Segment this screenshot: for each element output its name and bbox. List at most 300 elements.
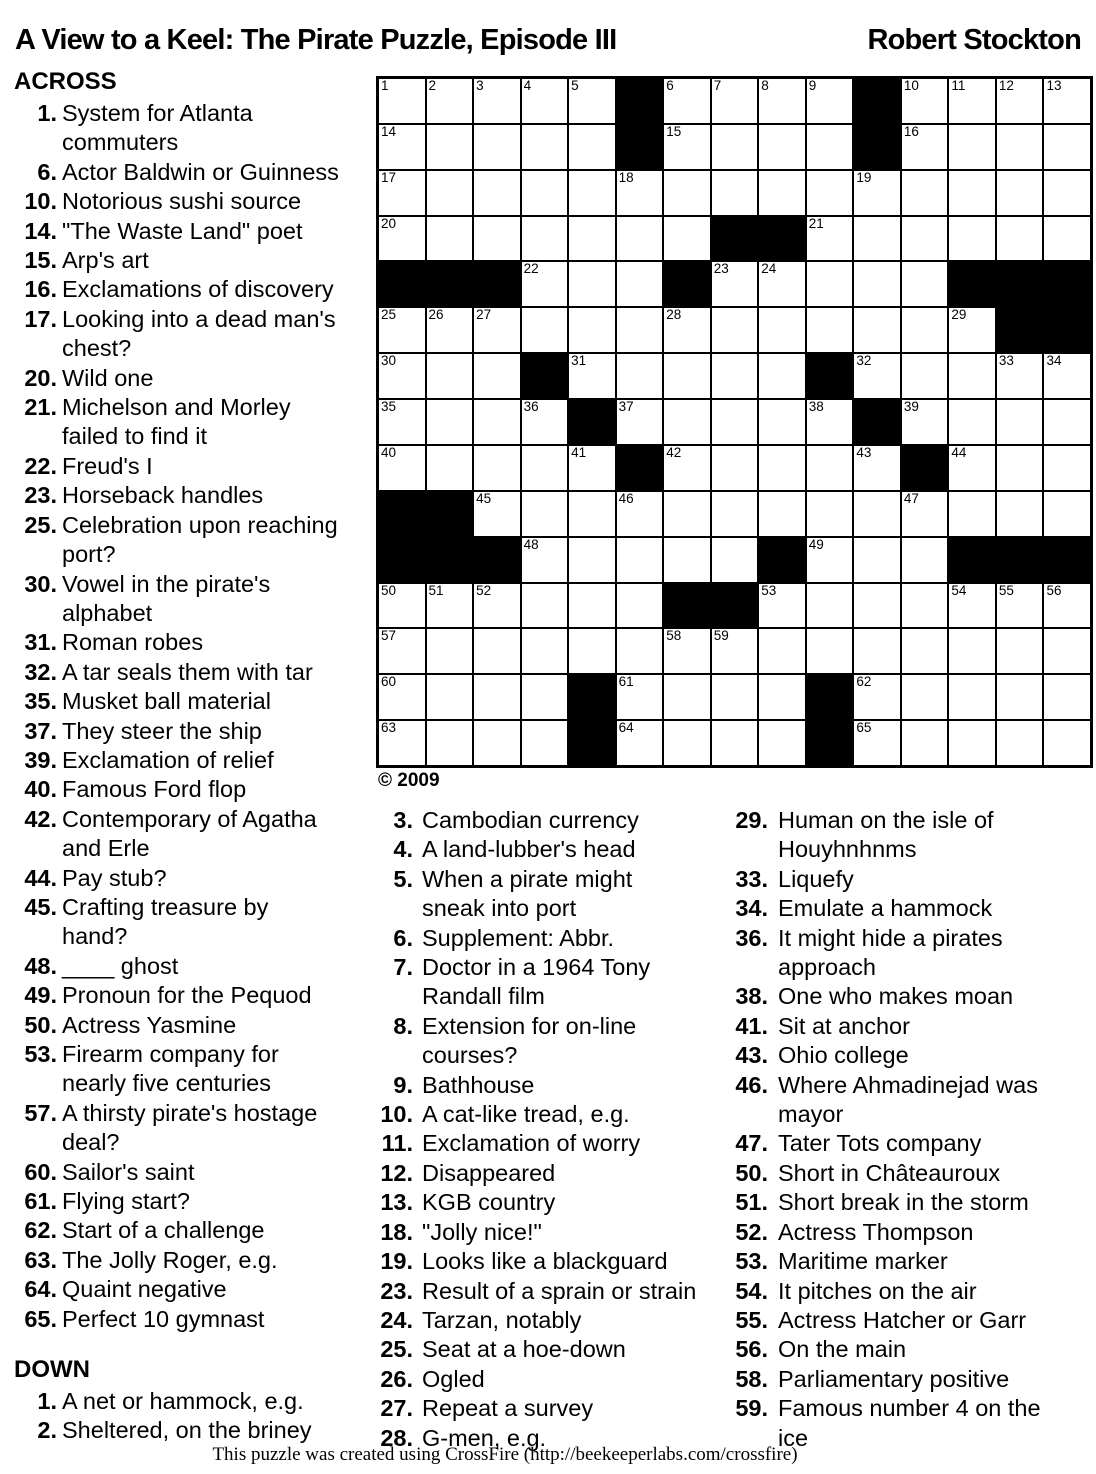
grid-cell-r15-c14[interactable] [997, 721, 1043, 765]
grid-cell-r5-c15 [1044, 262, 1090, 306]
grid-cell-r6-c7[interactable] [664, 308, 710, 352]
across-clue-40 [14, 775, 376, 804]
grid-cell-r5-c6[interactable] [617, 262, 663, 306]
clue-number: 12. [380, 1159, 413, 1186]
grid-cell-r2-c5[interactable] [569, 125, 615, 169]
grid-cell-r6-c2[interactable] [427, 308, 473, 352]
clue-text: The Jolly Roger, e.g. [62, 1246, 278, 1273]
grid-cell-r14-c3[interactable] [474, 675, 520, 719]
cell-number: 28 [666, 307, 682, 323]
cell-number: 62 [856, 674, 872, 690]
down-clue-5 [375, 865, 731, 924]
clue-number: 63. [24, 1246, 57, 1273]
grid-cell-r13-c9[interactable] [759, 629, 805, 673]
grid-cell-r4-c10[interactable] [807, 217, 853, 261]
clue-number: 25. [380, 1336, 413, 1363]
grid-cell-r7-c15[interactable] [1044, 354, 1090, 398]
cell-number: 10 [903, 78, 919, 93]
grid-cell-r10-c7[interactable] [664, 492, 710, 536]
grid-cell-r13-c11[interactable] [854, 629, 900, 673]
grid-cell-r7-c4 [522, 354, 568, 398]
cell-number: 44 [951, 444, 967, 460]
cell-number: 63 [381, 720, 397, 736]
grid-cell-r15-c1[interactable] [379, 721, 425, 765]
clue-number: 18. [380, 1218, 413, 1245]
grid-cell-r12-c14[interactable] [997, 584, 1043, 628]
grid-cell-r5-c12[interactable] [902, 262, 948, 306]
grid-cell-r14-c12[interactable] [902, 675, 948, 719]
grid-cell-r14-c1[interactable] [379, 675, 425, 719]
grid-cell-r7-c1[interactable] [379, 354, 425, 398]
cell-number: 7 [713, 78, 722, 93]
grid-cell-r12-c6[interactable] [617, 584, 663, 628]
grid-cell-r1-c15[interactable] [1044, 79, 1090, 123]
grid-cell-r12-c11[interactable] [854, 584, 900, 628]
grid-cell-r2-c12[interactable] [902, 125, 948, 169]
grid-cell-r9-c13[interactable] [949, 446, 995, 490]
across-clue-10 [14, 187, 376, 216]
down-clue-38 [730, 982, 1096, 1011]
grid-cell-r8-c10[interactable] [807, 400, 853, 444]
grid-cell-r11-c11[interactable] [854, 538, 900, 582]
grid-cell-r15-c10 [807, 721, 853, 765]
grid-cell-r2-c7[interactable] [664, 125, 710, 169]
cell-number: 16 [903, 123, 919, 139]
cell-number: 36 [523, 399, 539, 415]
clue-text: Maritime marker [778, 1248, 948, 1275]
clue-text: Famous number 4 on the ice [778, 1395, 1041, 1451]
grid-cell-r3-c11[interactable] [854, 171, 900, 215]
clue-text: KGB country [422, 1189, 556, 1216]
grid-cell-r9-c2[interactable] [427, 446, 473, 490]
down-clue-56 [730, 1335, 1096, 1364]
clue-number: 55. [735, 1306, 768, 1333]
grid-cell-r5-c14 [997, 262, 1043, 306]
grid-cell-r13-c5[interactable] [569, 629, 615, 673]
cell-number: 8 [761, 78, 769, 93]
grid-cell-r4-c11[interactable] [854, 217, 900, 261]
across-clue-45 [14, 893, 376, 952]
clue-number: 32. [24, 658, 57, 685]
grid-cell-r14-c9[interactable] [759, 675, 805, 719]
grid-cell-r2-c4[interactable] [522, 125, 568, 169]
grid-cell-r7-c7[interactable] [664, 354, 710, 398]
across-clue-25 [14, 511, 376, 570]
clue-text: Michelson and Morley failed to find it [62, 394, 291, 450]
grid-cell-r7-c11[interactable] [854, 354, 900, 398]
grid-cell-r15-c15[interactable] [1044, 721, 1090, 765]
clue-number: 58. [735, 1365, 768, 1392]
grid-cell-r15-c3[interactable] [474, 721, 520, 765]
cell-number: 57 [381, 628, 397, 644]
grid-cell-r4-c12[interactable] [902, 217, 948, 261]
clue-number: 44. [24, 864, 57, 891]
cell-number: 39 [903, 399, 919, 415]
cell-number: 35 [381, 399, 397, 415]
grid-cell-r11-c5[interactable] [569, 538, 615, 582]
grid-cell-r6-c13[interactable] [949, 308, 995, 352]
clue-text: Actress Hatcher or Garr [778, 1306, 1027, 1333]
grid-cell-r15-c7[interactable] [664, 721, 710, 765]
clue-text: Liquefy [778, 865, 854, 892]
grid-cell-r11-c7[interactable] [664, 538, 710, 582]
grid-cell-r13-c4[interactable] [522, 629, 568, 673]
grid-cell-r10-c10[interactable] [807, 492, 853, 536]
grid-cell-r6-c3[interactable] [474, 308, 520, 352]
cell-number: 59 [713, 628, 729, 644]
grid-cell-r4-c5[interactable] [569, 217, 615, 261]
cell-number: 41 [571, 444, 587, 460]
grid-cell-r4-c1[interactable] [379, 217, 425, 261]
grid-cell-r5-c10[interactable] [807, 262, 853, 306]
grid-cell-r10-c6[interactable] [617, 492, 663, 536]
cell-number: 56 [1046, 582, 1062, 598]
clue-number: 37. [24, 717, 57, 744]
clue-number: 52. [735, 1218, 768, 1245]
grid-cell-r5-c2 [427, 262, 473, 306]
cell-number: 33 [998, 353, 1014, 369]
grid-cell-r15-c13[interactable] [949, 721, 995, 765]
grid-cell-r13-c15[interactable] [1044, 629, 1090, 673]
grid-cell-r8-c1[interactable] [379, 400, 425, 444]
grid-cell-r10-c11[interactable] [854, 492, 900, 536]
grid-cell-r10-c4[interactable] [522, 492, 568, 536]
grid-cell-r12-c9[interactable] [759, 584, 805, 628]
clue-number: 29. [735, 807, 768, 833]
cell-number: 29 [951, 307, 967, 323]
grid-cell-r3-c7[interactable] [664, 171, 710, 215]
grid-cell-r9-c10[interactable] [807, 446, 853, 490]
grid-cell-r9-c1[interactable] [379, 446, 425, 490]
grid-cell-r4-c15[interactable] [1044, 217, 1090, 261]
grid-cell-r12-c15[interactable] [1044, 584, 1090, 628]
grid-cell-r14-c4[interactable] [522, 675, 568, 719]
clue-text: Flying start? [62, 1188, 190, 1215]
cell-number: 60 [381, 674, 397, 690]
down-clue-47 [730, 1129, 1096, 1158]
across-clue-32 [14, 658, 376, 687]
grid-cell-r2-c11 [854, 125, 900, 169]
clue-number: 57. [24, 1099, 57, 1126]
grid-cell-r3-c4[interactable] [522, 171, 568, 215]
grid-cell-r13-c8[interactable] [712, 629, 758, 673]
grid-cell-r2-c1[interactable] [379, 125, 425, 169]
grid-cell-r11-c8[interactable] [712, 538, 758, 582]
grid-cell-r5-c7 [664, 262, 710, 306]
clue-text: Seat at a hoe-down [422, 1336, 626, 1363]
across-section-header: ACROSS [14, 68, 117, 95]
grid-cell-r9-c5[interactable] [569, 446, 615, 490]
grid-cell-r8-c14[interactable] [997, 400, 1043, 444]
grid-cell-r9-c8[interactable] [712, 446, 758, 490]
grid-cell-r8-c2[interactable] [427, 400, 473, 444]
grid-cell-r1-c3[interactable] [474, 79, 520, 123]
grid-cell-r1-c10[interactable] [807, 79, 853, 123]
grid-cell-r5-c4[interactable] [522, 262, 568, 306]
grid-cell-r15-c4[interactable] [522, 721, 568, 765]
grid-cell-r13-c10[interactable] [807, 629, 853, 673]
grid-cell-r9-c3[interactable] [474, 446, 520, 490]
grid-cell-r3-c15[interactable] [1044, 171, 1090, 215]
grid-cell-r3-c14[interactable] [997, 171, 1043, 215]
across-clues-column [14, 68, 376, 1334]
grid-cell-r12-c13[interactable] [949, 584, 995, 628]
grid-cell-r8-c7[interactable] [664, 400, 710, 444]
cell-number: 34 [1046, 353, 1062, 369]
grid-cell-r8-c5 [569, 400, 615, 444]
clue-text: Horseback handles [62, 482, 264, 509]
grid-cell-r13-c2[interactable] [427, 629, 473, 673]
grid-cell-r14-c7[interactable] [664, 675, 710, 719]
clue-text: Contemporary of Agatha and Erle [62, 805, 317, 862]
grid-cell-r4-c7[interactable] [664, 217, 710, 261]
cell-number: 58 [666, 628, 682, 644]
grid-cell-r4-c14[interactable] [997, 217, 1043, 261]
grid-cell-r5-c11[interactable] [854, 262, 900, 306]
grid-cell-r8-c13[interactable] [949, 400, 995, 444]
grid-cell-r1-c14[interactable] [997, 79, 1043, 123]
grid-cell-r15-c11[interactable] [854, 721, 900, 765]
grid-cell-r13-c6[interactable] [617, 629, 663, 673]
grid-cell-r11-c6[interactable] [617, 538, 663, 582]
grid-cell-r14-c11[interactable] [854, 675, 900, 719]
grid-cell-r3-c2[interactable] [427, 171, 473, 215]
grid-cell-r5-c8[interactable] [712, 262, 758, 306]
grid-cell-r4-c3[interactable] [474, 217, 520, 261]
grid-cell-r3-c10[interactable] [807, 171, 853, 215]
grid-cell-r10-c13[interactable] [949, 492, 995, 536]
grid-cell-r14-c6[interactable] [617, 675, 663, 719]
cell-number: 49 [808, 536, 824, 552]
clue-text: Tater Tots company [778, 1130, 982, 1157]
grid-cell-r15-c6[interactable] [617, 721, 663, 765]
grid-cell-r3-c5[interactable] [569, 171, 615, 215]
down-clue-11 [375, 1129, 731, 1158]
grid-cell-r1-c13[interactable] [949, 79, 995, 123]
grid-cell-r14-c15[interactable] [1044, 675, 1090, 719]
puzzle-author: Robert Stockton [867, 24, 1081, 56]
grid-cell-r15-c2[interactable] [427, 721, 473, 765]
grid-cell-r2-c14[interactable] [997, 125, 1043, 169]
grid-cell-r13-c7[interactable] [664, 629, 710, 673]
grid-cell-r12-c4[interactable] [522, 584, 568, 628]
grid-cell-r9-c4[interactable] [522, 446, 568, 490]
grid-cell-r2-c15[interactable] [1044, 125, 1090, 169]
grid-cell-r14-c8[interactable] [712, 675, 758, 719]
grid-cell-r1-c1[interactable] [379, 79, 425, 123]
grid-cell-r2-c8[interactable] [712, 125, 758, 169]
down-clue-9 [375, 1071, 731, 1100]
grid-cell-r5-c5[interactable] [569, 262, 615, 306]
grid-cell-r2-c13[interactable] [949, 125, 995, 169]
grid-cell-r10-c14[interactable] [997, 492, 1043, 536]
cell-number: 54 [951, 582, 967, 598]
grid-cell-r10-c8[interactable] [712, 492, 758, 536]
grid-cell-r6-c5[interactable] [569, 308, 615, 352]
grid-cell-r10-c15[interactable] [1044, 492, 1090, 536]
down-clue-2 [14, 1416, 376, 1445]
grid-cell-r10-c5[interactable] [569, 492, 615, 536]
cell-number: 45 [476, 490, 492, 506]
grid-cell-r8-c12[interactable] [902, 400, 948, 444]
grid-cell-r1-c2[interactable] [427, 79, 473, 123]
cell-number: 14 [381, 123, 397, 139]
grid-cell-r11-c13 [949, 538, 995, 582]
grid-cell-r6-c8[interactable] [712, 308, 758, 352]
cell-number: 40 [381, 444, 397, 460]
grid-cell-r1-c8[interactable] [712, 79, 758, 123]
grid-cell-r9-c14[interactable] [997, 446, 1043, 490]
grid-cell-r9-c11[interactable] [854, 446, 900, 490]
grid-cell-r9-c12 [902, 446, 948, 490]
grid-cell-r7-c14[interactable] [997, 354, 1043, 398]
grid-cell-r10-c3[interactable] [474, 492, 520, 536]
across-clue-37 [14, 717, 376, 746]
clue-number: 47. [735, 1130, 768, 1157]
grid-cell-r10-c9[interactable] [759, 492, 805, 536]
clue-number: 10. [380, 1101, 413, 1128]
grid-cell-r2-c3[interactable] [474, 125, 520, 169]
grid-cell-r3-c8[interactable] [712, 171, 758, 215]
grid-cell-r9-c15[interactable] [1044, 446, 1090, 490]
across-clue-48 [14, 952, 376, 981]
grid-cell-r12-c10[interactable] [807, 584, 853, 628]
grid-cell-r13-c13[interactable] [949, 629, 995, 673]
grid-cell-r12-c1[interactable] [379, 584, 425, 628]
grid-cell-r14-c10 [807, 675, 853, 719]
grid-cell-r15-c12[interactable] [902, 721, 948, 765]
grid-cell-r11-c4[interactable] [522, 538, 568, 582]
grid-cell-r7-c8[interactable] [712, 354, 758, 398]
grid-cell-r8-c4[interactable] [522, 400, 568, 444]
grid-cell-r1-c7[interactable] [664, 79, 710, 123]
grid-cell-r12-c3[interactable] [474, 584, 520, 628]
clue-number: 25. [24, 511, 57, 538]
grid-cell-r7-c5[interactable] [569, 354, 615, 398]
cell-number: 21 [808, 215, 824, 231]
clue-number: 2. [37, 1417, 57, 1444]
across-clue-49 [14, 981, 376, 1010]
grid-cell-r6-c10[interactable] [807, 308, 853, 352]
clue-text: Pronoun for the Pequod [62, 982, 312, 1009]
clue-text: Emulate a hammock [778, 895, 993, 922]
grid-cell-r8-c3[interactable] [474, 400, 520, 444]
grid-cell-r9-c9[interactable] [759, 446, 805, 490]
grid-cell-r7-c13[interactable] [949, 354, 995, 398]
down-clue-43 [730, 1041, 1096, 1070]
cell-number: 11 [951, 78, 966, 93]
clue-number: 23. [24, 482, 57, 509]
down-clue-19 [375, 1247, 731, 1276]
clue-number: 9. [393, 1071, 413, 1098]
across-clue-1 [14, 99, 376, 158]
down-clue-25 [375, 1335, 731, 1364]
grid-cell-r12-c2[interactable] [427, 584, 473, 628]
grid-cell-r14-c13[interactable] [949, 675, 995, 719]
grid-cell-r3-c6[interactable] [617, 171, 663, 215]
grid-cell-r4-c4[interactable] [522, 217, 568, 261]
clue-number: 28. [380, 1424, 413, 1451]
grid-cell-r3-c1[interactable] [379, 171, 425, 215]
grid-cell-r12-c12[interactable] [902, 584, 948, 628]
grid-cell-r8-c6[interactable] [617, 400, 663, 444]
grid-cell-r14-c14[interactable] [997, 675, 1043, 719]
grid-cell-r14-c2[interactable] [427, 675, 473, 719]
grid-cell-r13-c14[interactable] [997, 629, 1043, 673]
down-clue-24 [375, 1306, 731, 1335]
grid-cell-r11-c12[interactable] [902, 538, 948, 582]
clue-number: 10. [24, 188, 57, 215]
grid-cell-r3-c12[interactable] [902, 171, 948, 215]
grid-cell-r6-c6[interactable] [617, 308, 663, 352]
grid-cell-r1-c5[interactable] [569, 79, 615, 123]
grid-cell-r8-c9[interactable] [759, 400, 805, 444]
across-clue-57 [14, 1099, 376, 1158]
grid-cell-r15-c8[interactable] [712, 721, 758, 765]
grid-cell-r7-c9[interactable] [759, 354, 805, 398]
grid-cell-r4-c2[interactable] [427, 217, 473, 261]
grid-cell-r8-c15[interactable] [1044, 400, 1090, 444]
grid-cell-r13-c12[interactable] [902, 629, 948, 673]
grid-cell-r13-c1[interactable] [379, 629, 425, 673]
grid-cell-r1-c9[interactable] [759, 79, 805, 123]
clue-text: When a pirate might sneak into port [422, 865, 633, 922]
grid-cell-r6-c1[interactable] [379, 308, 425, 352]
clue-text: Pay stub? [62, 864, 167, 891]
grid-cell-r11-c10[interactable] [807, 538, 853, 582]
grid-cell-r1-c12[interactable] [902, 79, 948, 123]
grid-cell-r5-c9[interactable] [759, 262, 805, 306]
grid-cell-r7-c2[interactable] [427, 354, 473, 398]
clue-number: 27. [380, 1395, 413, 1422]
grid-cell-r12-c5[interactable] [569, 584, 615, 628]
grid-cell-r6-c9[interactable] [759, 308, 805, 352]
clue-text: System for Atlanta commuters [62, 100, 253, 156]
grid-cell-r6-c12[interactable] [902, 308, 948, 352]
grid-cell-r3-c3[interactable] [474, 171, 520, 215]
clue-number: 16. [24, 276, 57, 303]
clue-text: Vowel in the pirate's alphabet [62, 570, 271, 626]
grid-cell-r8-c8[interactable] [712, 400, 758, 444]
grid-cell-r15-c9[interactable] [759, 721, 805, 765]
grid-cell-r4-c6[interactable] [617, 217, 663, 261]
clue-number: 4. [393, 836, 413, 863]
grid-cell-r6-c11[interactable] [854, 308, 900, 352]
clue-number: 43. [735, 1042, 768, 1069]
clue-number: 64. [24, 1276, 57, 1303]
clue-text: ____ ghost [62, 952, 179, 979]
clue-text: Tarzan, notably [422, 1306, 582, 1333]
grid-cell-r2-c2[interactable] [427, 125, 473, 169]
grid-cell-r13-c3[interactable] [474, 629, 520, 673]
clue-text: One who makes moan [778, 983, 1014, 1010]
clue-text: Musket ball material [62, 688, 271, 715]
grid-cell-r10-c12[interactable] [902, 492, 948, 536]
grid-cell-r2-c9[interactable] [759, 125, 805, 169]
grid-cell-r3-c9[interactable] [759, 171, 805, 215]
clue-text: Roman robes [62, 629, 204, 656]
grid-cell-r7-c12[interactable] [902, 354, 948, 398]
grid-cell-r9-c7[interactable] [664, 446, 710, 490]
grid-cell-r1-c4[interactable] [522, 79, 568, 123]
grid-cell-r3-c13[interactable] [949, 171, 995, 215]
grid-cell-r7-c3[interactable] [474, 354, 520, 398]
grid-cell-r4-c13[interactable] [949, 217, 995, 261]
grid-cell-r2-c10[interactable] [807, 125, 853, 169]
grid-cell-r6-c4[interactable] [522, 308, 568, 352]
grid-cell-r7-c6[interactable] [617, 354, 663, 398]
clue-text: Ogled [422, 1365, 485, 1392]
